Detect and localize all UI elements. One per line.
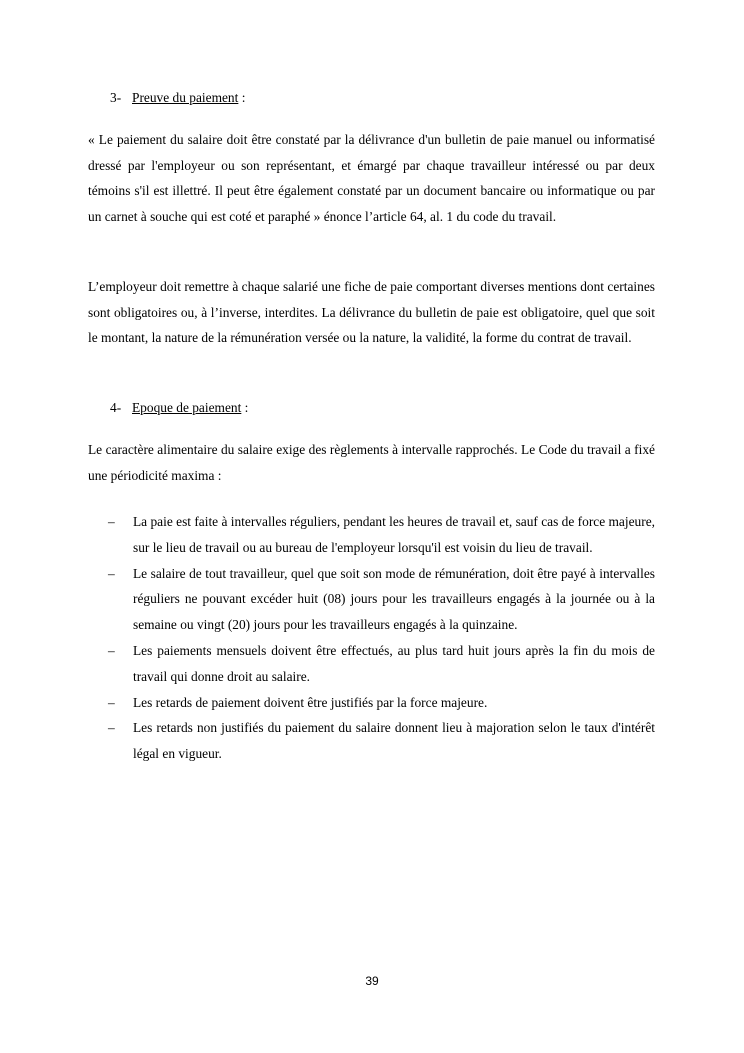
- section-title-suffix: :: [241, 400, 249, 415]
- section-title-suffix: :: [238, 90, 246, 105]
- list-item-text: Les retards de paiement doivent être justifiés par la force majeure.: [133, 694, 488, 710]
- list-item: [88, 690, 655, 716]
- paragraph-employer-obligation: L’employeur doit remettre à chaque salarié une fiche de paie comportant diverses mentions dont certaines sont obligatoires ou, à l’inverse, interdites. La délivrance du bulletin de paie est obligatoire, quel que soit le montant, la nature de la rémunération versée ou la nature, la validité, la forme du contrat de travail.: [88, 279, 655, 346]
- section-number: 4-: [110, 400, 122, 415]
- list-item: [88, 638, 655, 690]
- paragraph-article-64: « Le paiement du salaire doit être constaté par la délivrance d'un bulletin de paie manuel ou informatisé dressé par l'employeur ou son représentant, et émargé par chaque travailleur intéressé ou par deux témoins s'il est illettré. Il peut être également constaté par un document bancaire ou informatique ou par un carnet à souche qui est coté et paraphé » énonce l’article 64, al. 1 du code du travail.: [88, 132, 655, 224]
- section-heading-4: [110, 395, 248, 421]
- section-heading-3: [110, 85, 245, 111]
- list-item-text: La paie est faite à intervalles réguliers, pendant les heures de travail et, sauf cas de force majeure, sur le lieu de travail ou au bureau de l'employeur lorsqu'il est voisin du lieu de travail.: [133, 514, 655, 555]
- page-number: 39: [365, 974, 379, 988]
- list-item-text: Les retards non justifiés du paiement du salaire donnent lieu à majoration selon le taux d'intérêt légal en vigueur.: [133, 720, 655, 762]
- section-number: 3-: [110, 90, 122, 105]
- list-bullet: –: [108, 514, 115, 529]
- list-bullet: –: [108, 720, 115, 736]
- list-item: [88, 509, 655, 561]
- section-title: Preuve du paiement: [132, 90, 239, 105]
- list-item-text: Le salaire de tout travailleur, quel que soit son mode de rémunération, doit être payé à intervalles réguliers ne pouvant excéder huit (08) jours pour les travailleurs engagés à la journée ou à la semaine ou vingt (20) jours pour les travailleurs engagés à la quinzaine.: [133, 565, 655, 633]
- paragraph-periodicity: Le caractère alimentaire du salaire exige des règlements à intervalle rapprochés. Le Code du travail a fixé une périodicité maxima :: [88, 442, 655, 483]
- list-item-text: Les paiements mensuels doivent être effectués, au plus tard huit jours après la fin du mois de travail qui donne droit au salaire.: [133, 642, 655, 684]
- list-item: [88, 561, 655, 638]
- list-bullet: –: [108, 642, 115, 658]
- periodicity-list: [88, 509, 655, 767]
- list-bullet: –: [108, 565, 115, 581]
- list-bullet: –: [108, 694, 115, 710]
- list-item: [88, 715, 655, 767]
- section-title: Epoque de paiement: [132, 400, 242, 415]
